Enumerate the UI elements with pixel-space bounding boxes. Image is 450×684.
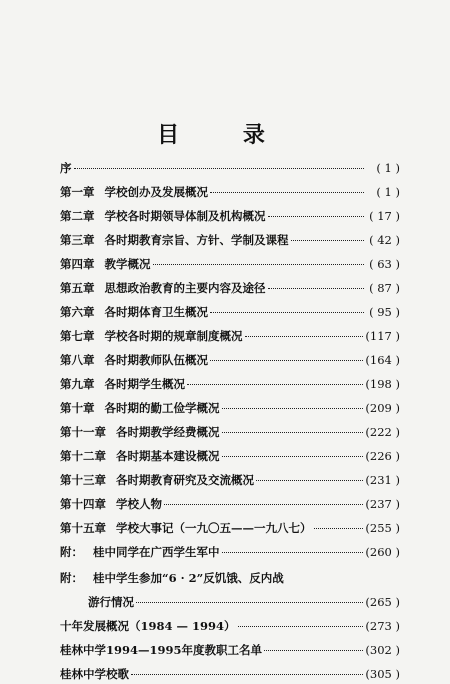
toc-entry-staff-list[interactable] [60, 640, 400, 660]
toc-entry-chapter-2[interactable] [60, 206, 400, 226]
toc-entry-page: (226 ) [365, 449, 400, 463]
toc-entry-page: (265 ) [365, 595, 400, 609]
toc-entry-page: (302 ) [365, 643, 400, 657]
toc-entry-page: (255 ) [365, 521, 400, 535]
toc-entry-chapter: 第三章 [60, 233, 95, 247]
toc-entry-text: 桂中同学在广西学生军中 [93, 545, 220, 559]
toc-entry-text: 教学概况 [104, 257, 151, 271]
toc-entry-text: 各时期教师队伍概况 [104, 353, 208, 367]
toc-entry-chapter: 附： [60, 545, 83, 559]
leader-dots [164, 503, 363, 505]
toc-entry-page: (273 ) [365, 619, 400, 633]
toc-entry-page: (231 ) [365, 473, 400, 487]
toc-entry-chapter-11[interactable] [60, 422, 400, 442]
leader-dots [210, 191, 364, 193]
toc-entry-chapter: 第十五章 [60, 521, 106, 535]
toc-entry-text: 学校创办及发展概况 [104, 185, 208, 199]
leader-dots [222, 407, 364, 409]
toc-entry-chapter: 第十一章 [60, 425, 106, 439]
toc-entry-chapter: 第四章 [60, 257, 95, 271]
toc-entry-chapter: 第二章 [60, 209, 95, 223]
toc-entry-chapter: 第十章 [60, 401, 95, 415]
toc-entry-page: (237 ) [365, 497, 400, 511]
toc-entry-preface[interactable] [60, 158, 400, 178]
toc-entry-text: 思想政治教育的主要内容及途径 [104, 281, 266, 295]
toc-entry-page: (222 ) [365, 425, 400, 439]
toc-entry-chapter-14[interactable] [60, 494, 400, 514]
toc-entry-text: 学校大事记（一九〇五——一九八七） [116, 521, 312, 535]
toc-entry-page: ( 1 ) [376, 161, 400, 175]
toc-entry-text: 各时期教育宗旨、方针、学制及课程 [104, 233, 289, 247]
toc-entry-decade-overview[interactable] [60, 616, 400, 636]
toc-entry-page: (305 ) [365, 667, 400, 681]
toc-entry-chapter: 第一章 [60, 185, 95, 199]
toc-entry-chapter: 第十二章 [60, 449, 106, 463]
toc-entry-text: 各时期教育研究及交流概况 [116, 473, 254, 487]
leader-dots [264, 649, 363, 651]
toc-entry-chapter-3[interactable] [60, 230, 400, 250]
toc-entry-page: ( 1 ) [376, 185, 400, 199]
toc-entry-chapter-4[interactable] [60, 254, 400, 274]
toc-entry-page: (198 ) [365, 377, 400, 391]
leader-dots [291, 239, 365, 241]
toc-entry-page: ( 42 ) [369, 233, 400, 247]
toc-entry-text: 学校人物 [116, 497, 162, 511]
toc-entry-page: ( 95 ) [369, 305, 400, 319]
toc-entry-chapter-1[interactable] [60, 182, 400, 202]
toc-entry-chapter: 第十三章 [60, 473, 106, 487]
toc-entry-chapter: 第八章 [60, 353, 95, 367]
toc-entry-chapter-15[interactable] [60, 518, 400, 538]
toc-entry-appendix-2[interactable] [60, 568, 400, 588]
toc-entry-school-song[interactable] [60, 664, 400, 684]
page-title: 目 录 [157, 122, 293, 148]
toc-entry-text: 学校各时期领导体制及机构概况 [104, 209, 266, 223]
toc-entry-appendix-1[interactable] [60, 542, 400, 562]
leader-dots [222, 455, 364, 457]
toc-entry-text: 各时期学生概况 [104, 377, 185, 391]
toc-entry-chapter: 第十四章 [60, 497, 106, 511]
toc-entry-page: ( 17 ) [369, 209, 400, 223]
toc-entry-page: (117 ) [365, 329, 400, 343]
leader-dots [210, 359, 363, 361]
leader-dots [268, 215, 365, 217]
toc-entry-chapter-10[interactable] [60, 398, 400, 418]
leader-dots [222, 551, 364, 553]
toc-entry-text: 游行情况 [88, 595, 134, 609]
toc-entry-chapter-13[interactable] [60, 470, 400, 490]
toc-entry-chapter-8[interactable] [60, 350, 400, 370]
leader-dots [153, 263, 365, 265]
toc-entry-chapter-9[interactable] [60, 374, 400, 394]
toc-entry-chapter-5[interactable] [60, 278, 400, 298]
leader-dots [314, 527, 364, 529]
leader-dots [238, 625, 364, 627]
toc-entry-chapter: 附： [60, 571, 83, 585]
toc-entry-page: ( 63 ) [369, 257, 400, 271]
leader-dots [74, 167, 365, 169]
toc-entry-text: 十年发展概况（1984 — 1994） [60, 619, 236, 633]
toc-entry-text: 桂林中学校歌 [60, 667, 129, 681]
toc-entry-chapter: 第六章 [60, 305, 95, 319]
toc-entry-text: 各时期基本建设概况 [116, 449, 220, 463]
toc-entry-chapter-6[interactable] [60, 302, 400, 322]
leader-dots [187, 383, 363, 385]
toc-entry-page: (209 ) [365, 401, 400, 415]
toc-entry-chapter: 第七章 [60, 329, 95, 343]
leader-dots [245, 335, 364, 337]
toc-entry-appendix-2-cont[interactable] [60, 592, 400, 612]
toc-entry-chapter: 第九章 [60, 377, 95, 391]
leader-dots [268, 287, 365, 289]
toc-entry-text: 桂林中学1994—1995年度教职工名单 [60, 643, 263, 657]
leader-dots [210, 311, 364, 313]
toc-entry-text: 各时期体育卫生概况 [104, 305, 208, 319]
toc-entry-chapter-7[interactable] [60, 326, 400, 346]
leader-dots [131, 673, 363, 675]
leader-dots [256, 479, 363, 481]
toc-entry-page: (260 ) [365, 545, 400, 559]
leader-dots [136, 601, 363, 603]
toc-entry-text: 各时期的勤工俭学概况 [104, 401, 220, 415]
toc-entry-chapter-12[interactable] [60, 446, 400, 466]
toc-entry-page: ( 87 ) [369, 281, 400, 295]
toc-entry-text: 学校各时期的规章制度概况 [104, 329, 243, 343]
toc-entry-text: 桂中学生参加“6 · 2”反饥饿、反内战 [93, 571, 284, 585]
leader-dots [222, 431, 364, 433]
toc-entry-page: (164 ) [365, 353, 400, 367]
toc-entry-text: 各时期教学经费概况 [116, 425, 220, 439]
toc-entry-text: 序 [60, 161, 72, 175]
toc-entry-chapter: 第五章 [60, 281, 95, 295]
